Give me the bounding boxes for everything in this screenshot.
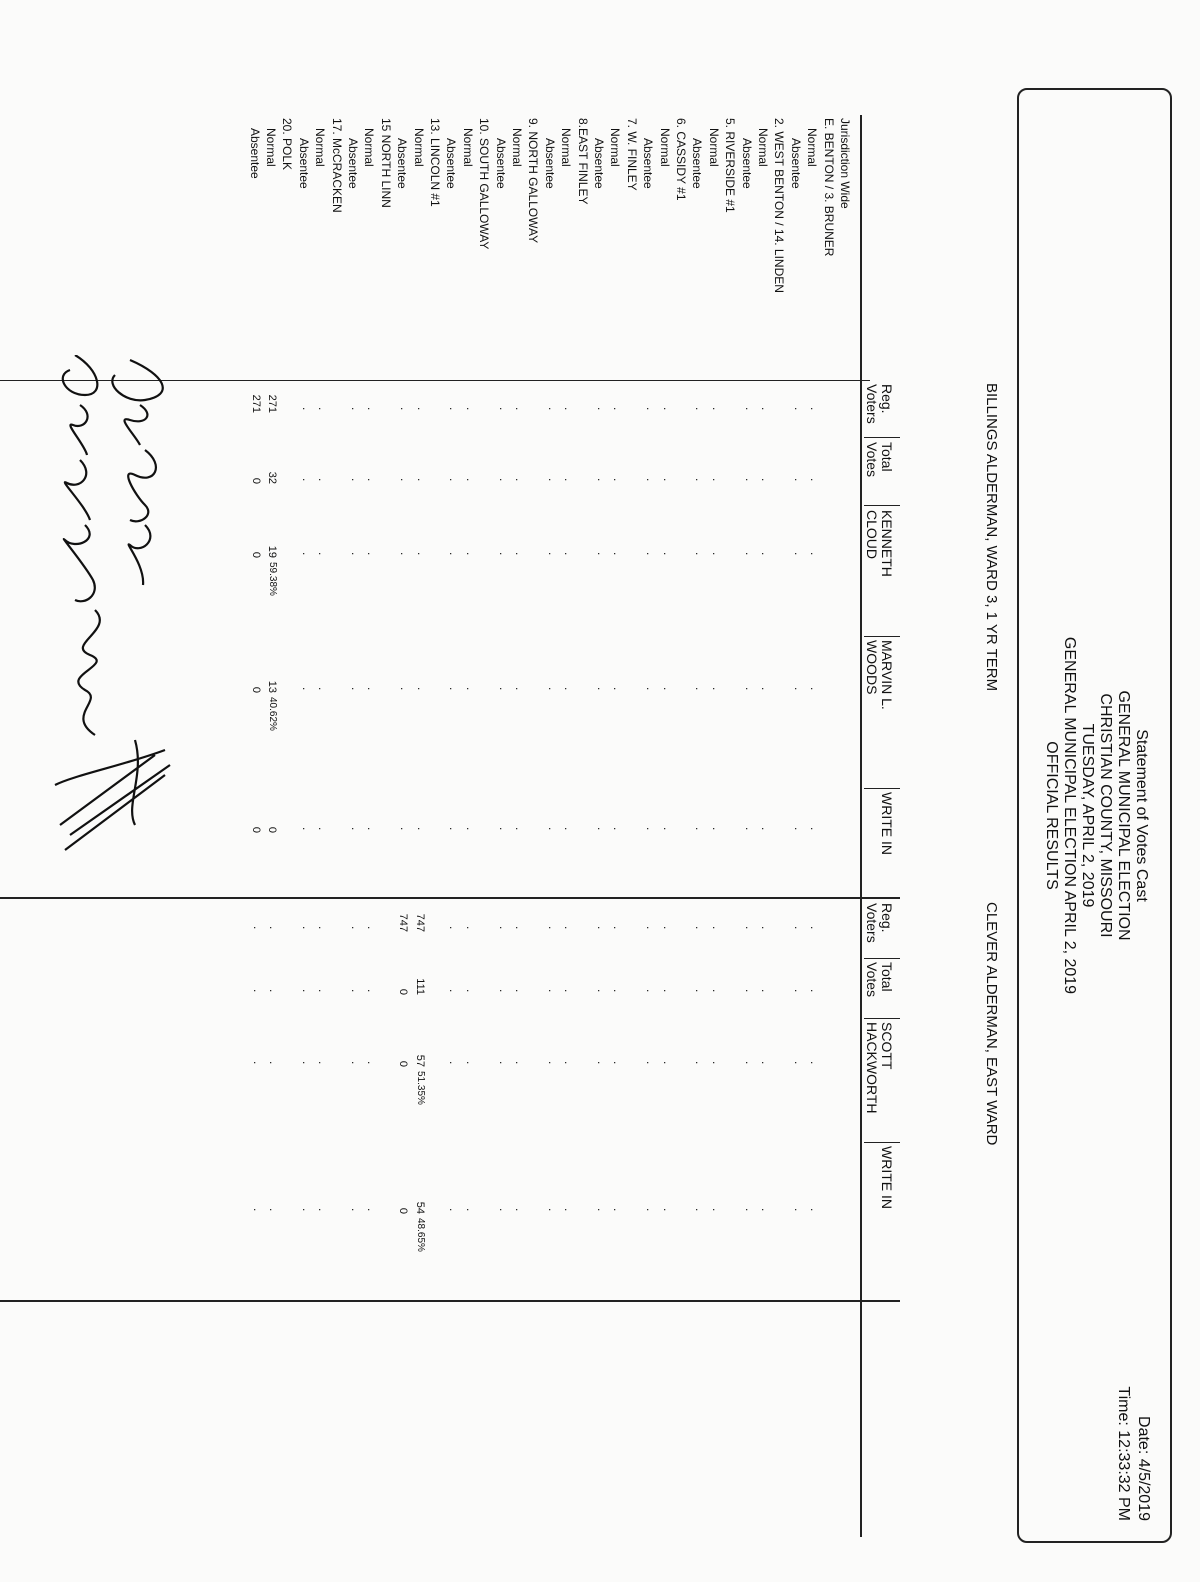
empty-cell-dot: .: [349, 687, 363, 691]
empty-cell-dot: .: [513, 1208, 527, 1212]
ballot-type-label: Normal: [460, 128, 475, 167]
empty-cell-dot: .: [267, 926, 281, 930]
empty-cell-dot: .: [808, 478, 823, 482]
precinct-label: 9. NORTH GALLOWAY: [526, 118, 541, 244]
empty-cell-dot: .: [316, 1061, 331, 1065]
empty-cell-dot: .: [496, 407, 511, 411]
empty-cell-dot: .: [414, 478, 429, 482]
ballot-type-label: Normal: [313, 128, 328, 167]
empty-cell-dot: .: [365, 407, 380, 411]
col-total-votes: Total Votes: [864, 442, 895, 478]
empty-cell-dot: .: [496, 926, 511, 930]
empty-cell-dot: .: [611, 552, 626, 556]
precinct-label: 5. RIVERSIDE #1: [723, 118, 738, 213]
vote-count: 32: [266, 471, 278, 484]
vote-count: 0: [249, 686, 262, 693]
empty-cell-dot: .: [808, 552, 823, 556]
empty-cell-dot: .: [611, 1061, 626, 1065]
empty-cell-dot: .: [316, 687, 331, 691]
empty-cell-dot: .: [496, 1061, 511, 1065]
empty-cell-dot: .: [562, 552, 577, 556]
empty-cell-dot: .: [759, 407, 773, 411]
empty-cell-dot: .: [595, 552, 609, 556]
empty-cell-dot: .: [644, 827, 659, 831]
empty-cell-dot: .: [611, 687, 626, 691]
empty-cell-dot: .: [398, 407, 413, 411]
report-time: Time: 12:33:32 PM: [1115, 1386, 1132, 1521]
header-election-date: GENERAL MUNICIPAL ELECTION APRIL 2, 2019: [1061, 636, 1078, 995]
vote-count: 57: [413, 1054, 426, 1067]
empty-cell-dot: .: [791, 827, 806, 831]
empty-cell-dot: .: [808, 1061, 823, 1065]
empty-cell-dot: .: [316, 827, 331, 831]
empty-cell-dot: .: [545, 926, 560, 930]
precinct-label: Jurisdiction Wide: [838, 118, 852, 209]
ballot-type-label: Normal: [756, 128, 770, 167]
empty-cell-dot: .: [693, 687, 708, 691]
empty-cell-dot: .: [693, 1208, 708, 1212]
empty-cell-dot: .: [447, 407, 462, 411]
ballot-type-label: Absentee: [690, 138, 705, 189]
empty-cell-dot: .: [660, 1061, 675, 1065]
ballot-type-label: Absentee: [592, 138, 606, 189]
empty-cell-dot: .: [562, 926, 577, 930]
empty-cell-dot: .: [611, 926, 626, 930]
empty-cell-dot: .: [349, 827, 363, 831]
empty-cell-dot: .: [316, 478, 331, 482]
empty-cell-dot: .: [316, 552, 331, 556]
vote-count: 0: [397, 1207, 410, 1214]
empty-cell-dot: .: [742, 827, 757, 831]
empty-cell-dot: .: [513, 1061, 527, 1065]
empty-cell-dot: .: [447, 478, 462, 482]
empty-cell-dot: .: [398, 687, 413, 691]
ballot-type-label: Absentee: [641, 138, 656, 189]
vote-count: 747: [397, 913, 410, 932]
precinct-label: 13. LINCOLN #1: [428, 118, 442, 207]
empty-cell-dot: .: [709, 1208, 724, 1212]
empty-cell-dot: .: [660, 1208, 675, 1212]
header-date-line: TUESDAY, APRIL 2, 2019: [1079, 723, 1096, 908]
empty-cell-dot: .: [562, 1208, 577, 1212]
vote-count: 54: [413, 1201, 426, 1214]
empty-cell-dot: .: [660, 407, 675, 411]
empty-cell-dot: .: [463, 407, 478, 411]
precinct-label: 2. WEST BENTON / 14. LINDEN: [772, 118, 787, 293]
empty-cell-dot: .: [365, 1208, 380, 1212]
empty-cell-dot: .: [545, 1061, 560, 1065]
empty-cell-dot: .: [398, 478, 413, 482]
vote-count: 0: [266, 826, 278, 833]
empty-cell-dot: .: [349, 478, 363, 482]
ballot-type-label: Absentee: [296, 138, 311, 189]
empty-cell-dot: .: [447, 827, 462, 831]
empty-cell-dot: .: [693, 926, 708, 930]
vote-percent: 40.62%: [267, 697, 278, 731]
empty-cell-dot: .: [463, 1208, 478, 1212]
ballot-type-label: Normal: [706, 128, 721, 167]
empty-cell-dot: .: [808, 989, 823, 993]
empty-cell-dot: .: [791, 687, 806, 691]
empty-cell-dot: .: [267, 1061, 281, 1065]
vote-count: 0: [397, 1060, 410, 1067]
empty-cell-dot: .: [595, 687, 609, 691]
empty-cell-dot: .: [447, 989, 462, 993]
empty-cell-dot: .: [759, 1208, 773, 1212]
vote-percent: 59.38%: [267, 562, 278, 596]
empty-cell-dot: .: [709, 478, 724, 482]
empty-cell-dot: .: [644, 989, 659, 993]
vote-count: 13: [266, 680, 278, 693]
empty-cell-dot: .: [349, 1208, 363, 1212]
empty-cell-dot: .: [545, 827, 560, 831]
empty-cell-dot: .: [513, 407, 527, 411]
empty-cell-dot: .: [562, 1061, 577, 1065]
precinct-label: 10. SOUTH GALLOWAY: [477, 118, 492, 250]
empty-cell-dot: .: [742, 989, 757, 993]
empty-cell-dot: .: [447, 552, 462, 556]
empty-cell-dot: .: [545, 478, 560, 482]
empty-cell-dot: .: [496, 478, 511, 482]
empty-cell-dot: .: [250, 1061, 265, 1065]
empty-cell-dot: .: [595, 989, 609, 993]
empty-cell-dot: .: [562, 989, 577, 993]
empty-cell-dot: .: [660, 989, 675, 993]
empty-cell-dot: .: [463, 827, 478, 831]
ballot-type-label: Absentee: [788, 138, 803, 189]
empty-cell-dot: .: [759, 478, 773, 482]
empty-cell-dot: .: [791, 478, 806, 482]
precinct-label: E. BENTON / 3. BRUNER: [821, 118, 836, 257]
empty-cell-dot: .: [693, 827, 708, 831]
empty-cell-dot: .: [463, 989, 478, 993]
empty-cell-dot: .: [398, 827, 413, 831]
empty-cell-dot: .: [463, 478, 478, 482]
empty-cell-dot: .: [709, 1061, 724, 1065]
empty-cell-dot: .: [496, 687, 511, 691]
empty-cell-dot: .: [644, 926, 659, 930]
empty-cell-dot: .: [545, 687, 560, 691]
col-candidate-hackworth: SCOTT HACKWORTH: [864, 1022, 895, 1114]
vote-count: 19: [266, 545, 278, 558]
col-reg-voters: Reg. Voters: [864, 903, 895, 943]
empty-cell-dot: .: [463, 1061, 478, 1065]
header-county: CHRISTIAN COUNTY, MISSOURI: [1097, 693, 1114, 938]
empty-cell-dot: .: [808, 407, 823, 411]
empty-cell-dot: .: [349, 989, 363, 993]
empty-cell-dot: .: [365, 926, 380, 930]
empty-cell-dot: .: [693, 552, 708, 556]
empty-cell-dot: .: [759, 1061, 773, 1065]
empty-cell-dot: .: [365, 478, 380, 482]
empty-cell-dot: .: [414, 687, 429, 691]
empty-cell-dot: .: [316, 407, 331, 411]
race-title-clever: CLEVER ALDERMAN, EAST WARD: [983, 902, 1000, 1146]
empty-cell-dot: .: [349, 407, 363, 411]
empty-cell-dot: .: [644, 478, 659, 482]
empty-cell-dot: .: [349, 926, 363, 930]
precinct-label: 17. McCRACKEN: [329, 118, 344, 213]
empty-cell-dot: .: [742, 1061, 757, 1065]
empty-cell-dot: .: [513, 478, 527, 482]
empty-cell-dot: .: [299, 989, 314, 993]
empty-cell-dot: .: [742, 552, 757, 556]
empty-cell-dot: .: [447, 687, 462, 691]
col-write-in: WRITE IN: [879, 1146, 895, 1209]
empty-cell-dot: .: [496, 989, 511, 993]
empty-cell-dot: .: [611, 989, 626, 993]
ballot-type-label: Normal: [411, 128, 426, 167]
signature-scribble: [35, 355, 185, 875]
empty-cell-dot: .: [513, 552, 527, 556]
empty-cell-dot: .: [644, 407, 659, 411]
empty-cell-dot: .: [250, 989, 265, 993]
header-rule: [860, 115, 862, 1537]
empty-cell-dot: .: [349, 1061, 363, 1065]
vote-count: 271: [266, 394, 278, 413]
empty-cell-dot: .: [808, 827, 823, 831]
vote-count: 0: [249, 477, 262, 484]
vote-count: 271: [249, 394, 262, 413]
ballot-type-label: Normal: [362, 128, 377, 167]
empty-cell-dot: .: [644, 687, 659, 691]
empty-cell-dot: .: [513, 827, 527, 831]
empty-cell-dot: .: [742, 1208, 757, 1212]
empty-cell-dot: .: [299, 1061, 314, 1065]
empty-cell-dot: .: [496, 827, 511, 831]
empty-cell-dot: .: [513, 926, 527, 930]
ballot-type-label: Absentee: [346, 138, 360, 189]
empty-cell-dot: .: [660, 926, 675, 930]
empty-cell-dot: .: [595, 1061, 609, 1065]
empty-cell-dot: .: [545, 989, 560, 993]
empty-cell-dot: .: [595, 407, 609, 411]
ballot-type-label: Normal: [657, 128, 672, 167]
empty-cell-dot: .: [660, 687, 675, 691]
header-official: OFFICIAL RESULTS: [1043, 741, 1060, 890]
ballot-type-label: Absentee: [739, 138, 754, 189]
empty-cell-dot: .: [644, 1061, 659, 1065]
empty-cell-dot: .: [611, 827, 626, 831]
empty-cell-dot: .: [398, 552, 413, 556]
empty-cell-dot: .: [742, 407, 757, 411]
precinct-label: 6. CASSIDY #1: [674, 118, 688, 201]
empty-cell-dot: .: [644, 1208, 659, 1212]
empty-cell-dot: .: [496, 552, 511, 556]
empty-cell-dot: .: [709, 687, 724, 691]
empty-cell-dot: .: [791, 1061, 806, 1065]
empty-cell-dot: .: [299, 478, 314, 482]
empty-cell-dot: .: [299, 1208, 314, 1212]
ballot-type-label: Normal: [805, 128, 820, 167]
empty-cell-dot: .: [365, 552, 380, 556]
vote-count: 111: [413, 978, 426, 995]
empty-cell-dot: .: [709, 407, 724, 411]
empty-cell-dot: .: [513, 687, 527, 691]
empty-cell-dot: .: [562, 407, 577, 411]
empty-cell-dot: .: [759, 989, 773, 993]
vote-count: 0: [249, 551, 262, 558]
empty-cell-dot: .: [693, 478, 708, 482]
report-header: [1017, 88, 1172, 1543]
empty-cell-dot: .: [693, 989, 708, 993]
col-candidate-woods: MARVIN L. WOODS: [864, 640, 895, 710]
empty-cell-dot: .: [414, 827, 429, 831]
empty-cell-dot: .: [595, 1208, 609, 1212]
empty-cell-dot: .: [562, 478, 577, 482]
empty-cell-dot: .: [791, 1208, 806, 1212]
vote-count: 0: [397, 988, 410, 995]
empty-cell-dot: .: [299, 407, 314, 411]
col-write-in: WRITE IN: [879, 792, 895, 855]
precinct-label: 20. POLK: [280, 118, 295, 171]
precinct-label: 8.EAST FINLEY: [575, 118, 590, 205]
ballot-type-label: Absentee: [444, 138, 459, 189]
col-reg-voters: Reg. Voters: [864, 384, 895, 424]
empty-cell-dot: .: [791, 926, 806, 930]
empty-cell-dot: .: [316, 1208, 331, 1212]
empty-cell-dot: .: [349, 552, 363, 556]
empty-cell-dot: .: [496, 1208, 511, 1212]
empty-cell-dot: .: [611, 407, 626, 411]
ballot-type-label: Normal: [559, 128, 574, 167]
empty-cell-dot: .: [316, 926, 331, 930]
ballot-type-label: Normal: [608, 128, 623, 167]
precinct-label: 15 NORTH LINN: [378, 118, 393, 208]
empty-cell-dot: .: [463, 552, 478, 556]
empty-cell-dot: .: [463, 687, 478, 691]
vote-percent: 48.65%: [414, 1218, 426, 1252]
empty-cell-dot: .: [709, 989, 724, 993]
empty-cell-dot: .: [693, 1061, 708, 1065]
empty-cell-dot: .: [791, 989, 806, 993]
empty-cell-dot: .: [791, 407, 806, 411]
empty-cell-dot: .: [365, 827, 380, 831]
empty-cell-dot: .: [250, 1208, 265, 1212]
col-total-votes: Total Votes: [864, 962, 895, 998]
empty-cell-dot: .: [513, 989, 527, 993]
empty-cell-dot: .: [791, 552, 806, 556]
empty-cell-dot: .: [365, 687, 380, 691]
header-title: Statement of Votes Cast: [1133, 729, 1150, 902]
empty-cell-dot: .: [709, 827, 724, 831]
empty-cell-dot: .: [611, 478, 626, 482]
empty-cell-dot: .: [414, 552, 429, 556]
ballot-type-label: Absentee: [542, 138, 557, 189]
race-title-billings: BILLINGS ALDERMAN, WARD 3, 1 YR TERM: [983, 383, 1000, 692]
ballot-type-label: Absentee: [493, 138, 508, 189]
empty-cell-dot: .: [299, 552, 314, 556]
column-separator: [0, 1300, 900, 1302]
empty-cell-dot: .: [611, 1208, 626, 1212]
empty-cell-dot: .: [709, 552, 724, 556]
ballot-type-label: Normal: [510, 128, 524, 167]
precinct-label: 7. W. FINLEY: [624, 118, 639, 191]
empty-cell-dot: .: [316, 989, 331, 993]
empty-cell-dot: .: [660, 478, 675, 482]
ballot-type-label: Absentee: [395, 138, 410, 189]
empty-cell-dot: .: [447, 926, 462, 930]
empty-cell-dot: .: [365, 1061, 380, 1065]
empty-cell-dot: .: [365, 989, 380, 993]
empty-cell-dot: .: [759, 926, 773, 930]
empty-cell-dot: .: [742, 687, 757, 691]
empty-cell-dot: .: [709, 926, 724, 930]
empty-cell-dot: .: [545, 552, 560, 556]
empty-cell-dot: .: [759, 687, 773, 691]
vote-percent: 51.35%: [414, 1071, 426, 1105]
empty-cell-dot: .: [759, 552, 773, 556]
empty-cell-dot: .: [660, 552, 675, 556]
empty-cell-dot: .: [447, 1061, 462, 1065]
empty-cell-dot: .: [562, 687, 577, 691]
empty-cell-dot: .: [808, 687, 823, 691]
vote-count: 747: [413, 913, 426, 932]
empty-cell-dot: .: [299, 827, 314, 831]
empty-cell-dot: .: [562, 827, 577, 831]
empty-cell-dot: .: [545, 1208, 560, 1212]
empty-cell-dot: .: [250, 926, 265, 930]
header-election: GENERAL MUNICIPAL ELECTION: [1115, 690, 1132, 941]
col-candidate-cloud: KENNETH CLOUD: [864, 510, 895, 577]
empty-cell-dot: .: [299, 926, 314, 930]
empty-cell-dot: .: [759, 827, 773, 831]
ballot-type-label: Absentee: [247, 128, 262, 179]
signature: [30, 355, 185, 875]
empty-cell-dot: .: [414, 407, 429, 411]
report-date: Date: 4/5/2019: [1135, 1416, 1152, 1521]
empty-cell-dot: .: [267, 1208, 281, 1212]
empty-cell-dot: .: [742, 478, 757, 482]
ballot-type-label: Normal: [264, 128, 278, 167]
empty-cell-dot: .: [808, 1208, 823, 1212]
empty-cell-dot: .: [299, 687, 314, 691]
column-separator: [0, 897, 900, 899]
empty-cell-dot: .: [644, 552, 659, 556]
empty-cell-dot: .: [742, 926, 757, 930]
empty-cell-dot: .: [463, 926, 478, 930]
empty-cell-dot: .: [595, 478, 609, 482]
empty-cell-dot: .: [808, 926, 823, 930]
empty-cell-dot: .: [693, 407, 708, 411]
empty-cell-dot: .: [660, 827, 675, 831]
empty-cell-dot: .: [447, 1208, 462, 1212]
vote-count: 0: [249, 826, 262, 833]
empty-cell-dot: .: [545, 407, 560, 411]
empty-cell-dot: .: [267, 989, 281, 993]
empty-cell-dot: .: [595, 926, 609, 930]
empty-cell-dot: .: [595, 827, 609, 831]
